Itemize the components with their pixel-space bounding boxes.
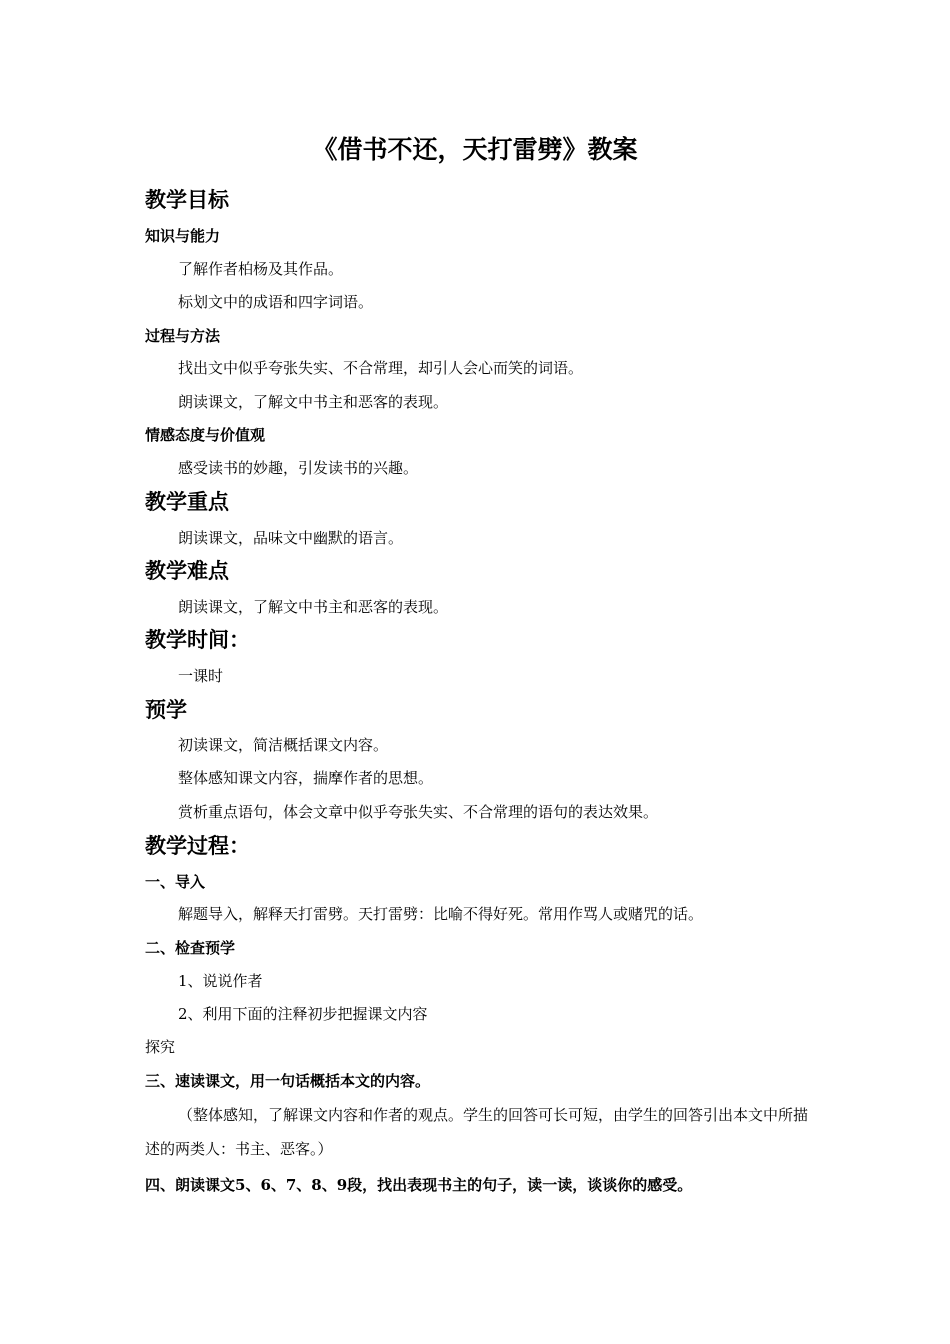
step-heading-skim: 三、速读课文，用一句话概括本文的内容。 (145, 1072, 431, 1090)
subheading-emotion: 情感态度与价值观 (145, 426, 266, 444)
paragraph: 朗读课文，品味文中幽默的语言。 (178, 529, 404, 547)
paragraph: 朗读课文，了解文中书主和恶客的表现。 (178, 598, 449, 616)
section-heading-difficulty: 教学难点 (145, 559, 229, 583)
step-heading-check-preview: 二、检查预学 (145, 939, 236, 957)
subheading-process: 过程与方法 (145, 327, 221, 345)
paragraph: 标划文中的成语和四字词语。 (178, 293, 374, 311)
paragraph: 了解作者柏杨及其作品。 (178, 260, 344, 278)
paragraph: 初读课文，简洁概括课文内容。 (178, 736, 389, 754)
paragraph: 解题导入，解释天打雷劈。天打雷劈：比喻不得好死。常用作骂人或赌咒的话。 (178, 905, 704, 923)
paragraph: 感受读书的妙趣，引发读书的兴趣。 (178, 459, 419, 477)
explore-label: 探究 (145, 1038, 176, 1056)
subheading-knowledge: 知识与能力 (145, 227, 221, 245)
paragraph: 找出文中似乎夸张失实、不合常理，却引人会心而笑的词语。 (178, 359, 584, 377)
section-heading-preview: 预学 (145, 698, 187, 722)
paragraph: 整体感知课文内容，揣摩作者的思想。 (178, 769, 434, 787)
paragraph: 赏析重点语句，体会文章中似乎夸张失实、不合常理的语句的表达效果。 (178, 803, 659, 821)
section-heading-objectives: 教学目标 (145, 188, 229, 212)
document-title: 《借书不还，天打雷劈》教案 (312, 135, 638, 164)
step-heading-read-aloud: 四、朗读课文5、6、7、8、9段，找出表现书主的句子，读一读，谈谈你的感受。 (145, 1176, 693, 1194)
step-heading-intro: 一、导入 (145, 873, 206, 891)
paragraph: 一课时 (178, 667, 224, 685)
paragraph-wrapped: （整体感知，了解课文内容和作者的观点。学生的回答可长可短，由学生的回答引出本文中所描述的两类人：书主、恶客。） (145, 1106, 809, 1158)
paragraph: 朗读课文，了解文中书主和恶客的表现。 (178, 393, 449, 411)
list-item: 2、利用下面的注释初步把握课文内容 (178, 1005, 428, 1023)
section-heading-procedure: 教学过程： (145, 834, 250, 858)
section-heading-time: 教学时间： (145, 628, 250, 652)
list-item: 1、说说作者 (178, 972, 263, 990)
section-heading-key-point: 教学重点 (145, 490, 229, 514)
